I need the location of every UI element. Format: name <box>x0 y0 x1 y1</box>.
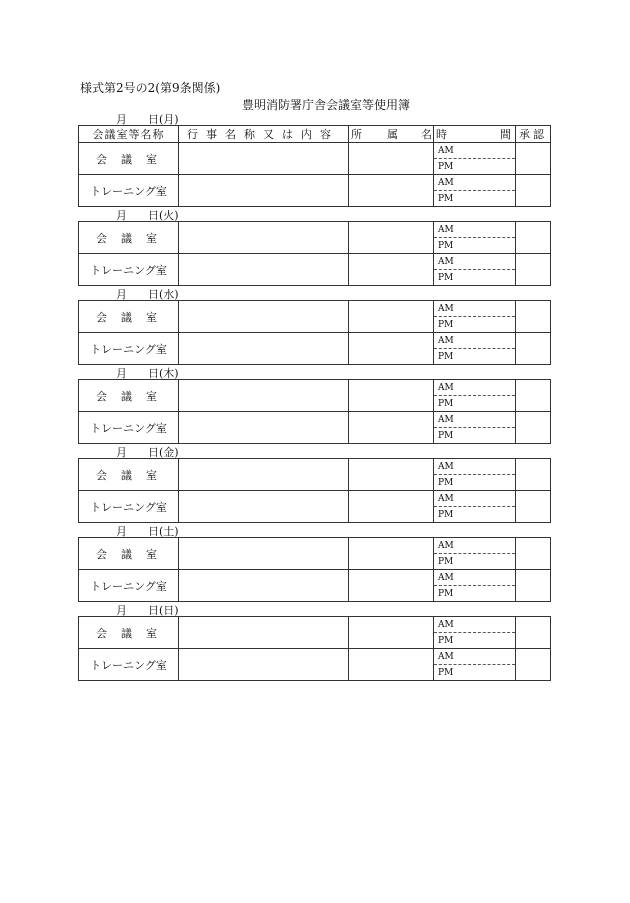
pm-slot[interactable]: PM <box>434 396 516 412</box>
month-label: 月 <box>116 209 127 222</box>
pm-slot[interactable]: PM <box>434 238 516 254</box>
header-approval: 承認 <box>516 126 551 143</box>
purpose-cell[interactable] <box>179 649 349 681</box>
am-slot[interactable]: AM <box>434 538 516 554</box>
day-label: 日 <box>148 288 159 301</box>
pm-slot[interactable]: PM <box>434 475 516 491</box>
day-label: 日 <box>148 446 159 459</box>
am-slot[interactable]: AM <box>434 254 516 270</box>
room-name-conference: 会議室 <box>79 222 179 254</box>
date-line <box>78 207 550 221</box>
department-cell[interactable] <box>349 143 434 175</box>
pm-slot[interactable]: PM <box>434 665 516 681</box>
date-line <box>78 444 550 458</box>
weekday-label: (金) <box>159 446 179 459</box>
room-row <box>79 649 551 665</box>
am-slot[interactable]: AM <box>434 491 516 507</box>
day-label: 日 <box>148 113 159 126</box>
purpose-cell[interactable] <box>179 222 349 254</box>
day-weekday-label <box>148 111 179 127</box>
day-weekday-label <box>148 444 179 460</box>
pm-slot[interactable]: PM <box>434 349 516 365</box>
weekday-label: (月) <box>159 113 179 126</box>
am-slot[interactable]: AM <box>434 222 516 238</box>
day-schedule-table <box>78 125 551 207</box>
day-schedule-table <box>78 379 551 444</box>
pm-slot[interactable]: PM <box>434 586 516 602</box>
purpose-cell[interactable] <box>179 301 349 333</box>
am-slot[interactable]: AM <box>434 459 516 475</box>
day-weekday-label <box>148 602 179 618</box>
room-name-conference: 会議室 <box>79 538 179 570</box>
department-cell[interactable] <box>349 301 434 333</box>
department-cell[interactable] <box>349 491 434 523</box>
pm-slot[interactable]: PM <box>434 317 516 333</box>
room-name-conference: 会議室 <box>79 459 179 491</box>
month-label: 月 <box>116 604 127 617</box>
am-slot[interactable]: AM <box>434 333 516 349</box>
day-label: 日 <box>148 367 159 380</box>
day-schedule-table <box>78 221 551 286</box>
header-dept-char: 所 <box>351 128 362 141</box>
day-weekday-label <box>148 207 179 223</box>
purpose-cell[interactable] <box>179 143 349 175</box>
approval-cell[interactable] <box>516 143 551 175</box>
room-row <box>79 301 551 317</box>
header-dept-char: 名 <box>421 128 432 141</box>
weekday-label: (火) <box>159 209 179 222</box>
day-schedule-table <box>78 537 551 602</box>
day-schedule-table <box>78 300 551 365</box>
department-cell[interactable] <box>349 459 434 491</box>
am-slot[interactable]: AM <box>434 143 516 159</box>
header-row <box>79 126 551 143</box>
purpose-cell[interactable] <box>179 570 349 602</box>
am-slot[interactable]: AM <box>434 570 516 586</box>
day-label: 日 <box>148 209 159 222</box>
department-cell[interactable] <box>349 617 434 649</box>
header-purpose: 行事名称又は内容 <box>179 126 349 143</box>
purpose-cell[interactable] <box>179 617 349 649</box>
department-cell[interactable] <box>349 570 434 602</box>
month-label: 月 <box>116 446 127 459</box>
purpose-cell[interactable] <box>179 254 349 286</box>
department-cell[interactable] <box>349 380 434 412</box>
month-label: 月 <box>116 288 127 301</box>
approval-cell[interactable] <box>516 538 551 570</box>
form-number: 様式第2号の2(第9条関係) <box>80 81 221 95</box>
am-slot[interactable]: AM <box>434 617 516 633</box>
department-cell[interactable] <box>349 333 434 365</box>
purpose-cell[interactable] <box>179 491 349 523</box>
date-line <box>78 111 550 125</box>
room-row <box>79 333 551 349</box>
department-cell[interactable] <box>349 649 434 681</box>
document-title: 豊明消防署庁舎会議室等使用簿 <box>241 98 410 112</box>
approval-cell[interactable] <box>516 380 551 412</box>
header-time <box>434 126 516 143</box>
day-schedule-table <box>78 458 551 523</box>
header-time-char: 間 <box>500 128 511 141</box>
day-label: 日 <box>148 604 159 617</box>
date-line <box>78 286 550 300</box>
pm-slot[interactable]: PM <box>434 191 516 207</box>
weekday-label: (土) <box>159 525 179 538</box>
department-cell[interactable] <box>349 175 434 207</box>
room-row <box>79 491 551 507</box>
room-row <box>79 143 551 159</box>
room-row <box>79 254 551 270</box>
pm-slot[interactable]: PM <box>434 159 516 175</box>
approval-cell[interactable] <box>516 333 551 365</box>
room-name-conference: 会議室 <box>79 380 179 412</box>
day-weekday-label <box>148 365 179 381</box>
pm-slot[interactable]: PM <box>434 554 516 570</box>
weekday-label: (水) <box>159 288 179 301</box>
department-cell[interactable] <box>349 254 434 286</box>
room-name-conference: 会議室 <box>79 301 179 333</box>
am-slot[interactable]: AM <box>434 412 516 428</box>
approval-cell[interactable] <box>516 491 551 523</box>
purpose-cell[interactable] <box>179 459 349 491</box>
day-schedule-table <box>78 616 551 681</box>
room-name-training: トレーニング室 <box>79 491 179 523</box>
purpose-cell[interactable] <box>179 538 349 570</box>
purpose-cell[interactable] <box>179 333 349 365</box>
room-row <box>79 412 551 428</box>
month-label: 月 <box>116 113 127 126</box>
pm-slot[interactable]: PM <box>434 633 516 649</box>
header-room-name: 会議室等名称 <box>79 126 179 143</box>
header-department <box>349 126 434 143</box>
room-name-training: トレーニング室 <box>79 412 179 444</box>
month-label: 月 <box>116 367 127 380</box>
room-row <box>79 222 551 238</box>
approval-cell[interactable] <box>516 301 551 333</box>
header-dept-char: 属 <box>387 128 398 141</box>
room-row <box>79 538 551 554</box>
date-line <box>78 602 550 616</box>
department-cell[interactable] <box>349 412 434 444</box>
approval-cell[interactable] <box>516 175 551 207</box>
purpose-cell[interactable] <box>179 380 349 412</box>
pm-slot[interactable]: PM <box>434 507 516 523</box>
day-weekday-label <box>148 286 179 302</box>
am-slot[interactable]: AM <box>434 380 516 396</box>
room-row <box>79 175 551 191</box>
approval-cell[interactable] <box>516 570 551 602</box>
purpose-cell[interactable] <box>179 412 349 444</box>
room-name-training: トレーニング室 <box>79 570 179 602</box>
am-slot[interactable]: AM <box>434 175 516 191</box>
room-name-training: トレーニング室 <box>79 175 179 207</box>
header-time-char: 時 <box>436 128 447 141</box>
pm-slot[interactable]: PM <box>434 428 516 444</box>
purpose-cell[interactable] <box>179 175 349 207</box>
weekday-label: (日) <box>159 604 179 617</box>
day-weekday-label <box>148 523 179 539</box>
room-name-conference: 会議室 <box>79 617 179 649</box>
approval-cell[interactable] <box>516 412 551 444</box>
room-row <box>79 380 551 396</box>
day-label: 日 <box>148 525 159 538</box>
approval-cell[interactable] <box>516 222 551 254</box>
approval-cell[interactable] <box>516 254 551 286</box>
room-name-training: トレーニング室 <box>79 333 179 365</box>
date-line <box>78 523 550 537</box>
am-slot[interactable]: AM <box>434 649 516 665</box>
department-cell[interactable] <box>349 222 434 254</box>
room-name-training: トレーニング室 <box>79 254 179 286</box>
approval-cell[interactable] <box>516 617 551 649</box>
approval-cell[interactable] <box>516 649 551 681</box>
room-row <box>79 617 551 633</box>
am-slot[interactable]: AM <box>434 301 516 317</box>
month-label: 月 <box>116 525 127 538</box>
date-line <box>78 365 550 379</box>
room-name-training: トレーニング室 <box>79 649 179 681</box>
room-name-conference: 会議室 <box>79 143 179 175</box>
weekday-label: (木) <box>159 367 179 380</box>
usage-log-sheet <box>78 111 550 681</box>
approval-cell[interactable] <box>516 459 551 491</box>
department-cell[interactable] <box>349 538 434 570</box>
room-row <box>79 459 551 475</box>
room-row <box>79 570 551 586</box>
pm-slot[interactable]: PM <box>434 270 516 286</box>
